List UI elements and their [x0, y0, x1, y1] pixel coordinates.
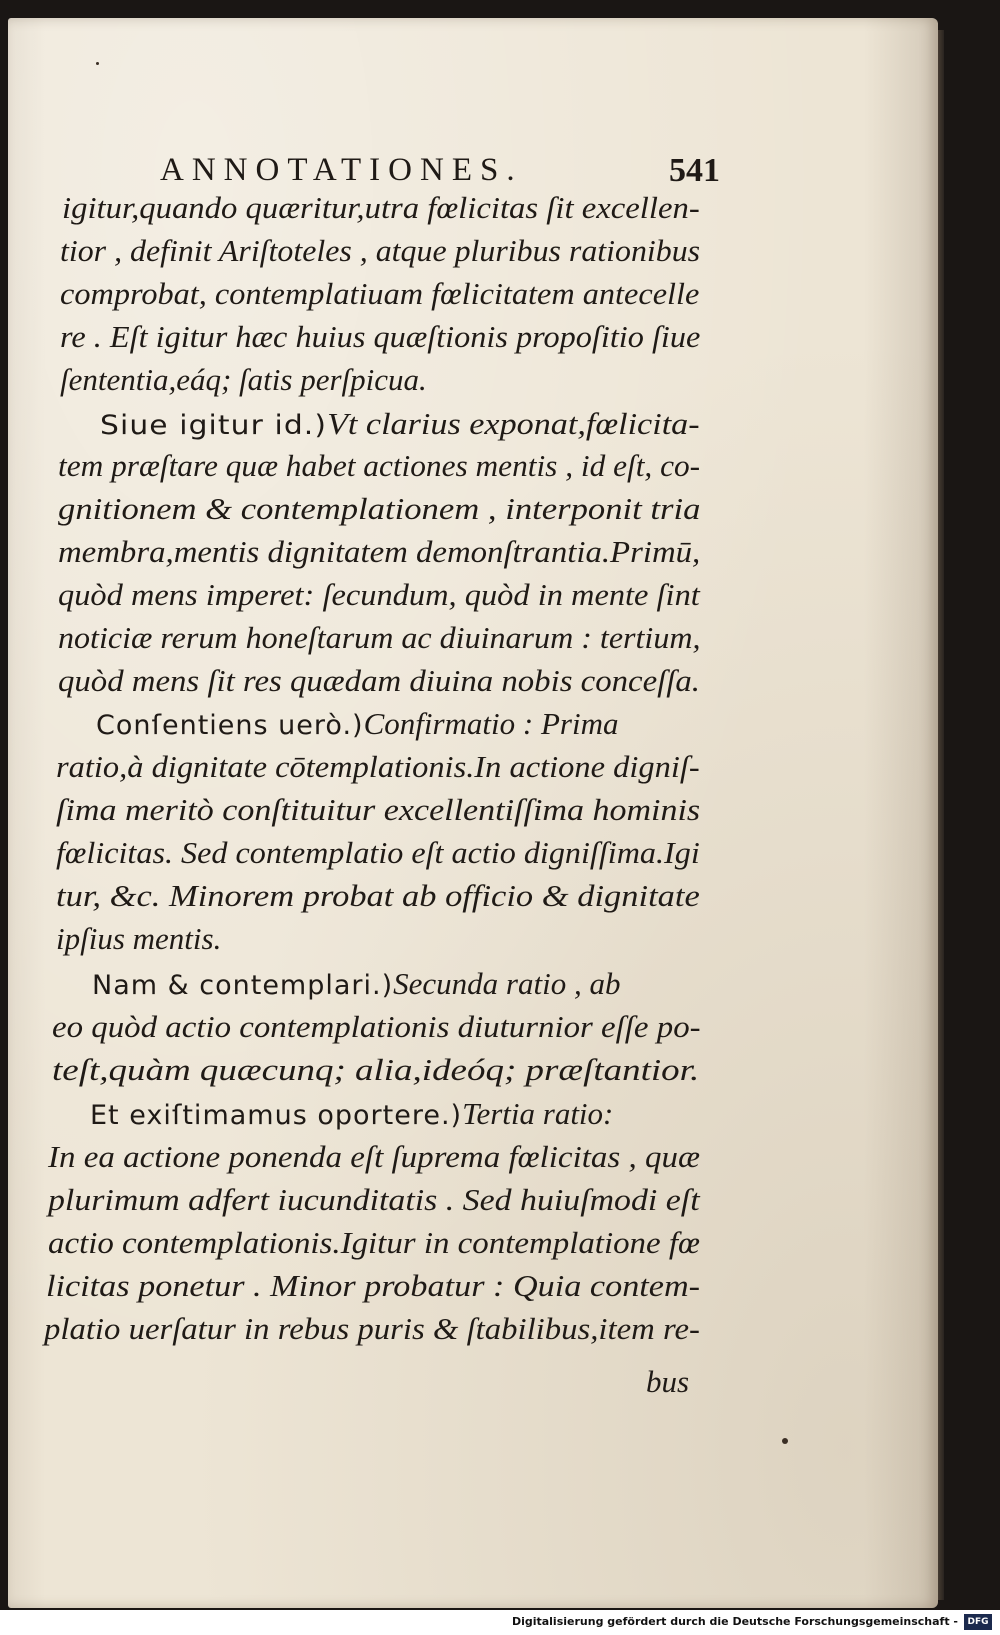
line-text: comprobat, contemplatiuam fœlicitatem antecelle	[60, 276, 700, 311]
text-line	[96, 704, 618, 746]
line-text: plurimum adfert iucunditatis . Sed huiuſmodi eſt	[48, 1182, 700, 1217]
text-line	[58, 661, 700, 701]
dfg-logo-icon: DFG	[964, 1614, 992, 1630]
line-text: tior , definit Ariſtoteles , atque pluribus rationibus	[60, 233, 701, 268]
text-line	[90, 1094, 613, 1136]
text-line	[62, 188, 700, 228]
text-line	[56, 747, 700, 787]
catchword	[646, 1362, 689, 1402]
line-text: Confirmatio : Prima	[363, 706, 619, 741]
text-line	[60, 231, 700, 271]
text-line	[58, 575, 700, 615]
text-line	[56, 876, 700, 916]
funding-credit: Digitalisierung gefördert durch die Deutsche Forschungsgemeinschaft -	[511, 1615, 958, 1628]
lemma: Nam & contemplari.)	[92, 970, 394, 1001]
text-line	[52, 1050, 699, 1090]
text-line	[60, 360, 427, 400]
text-line	[56, 790, 700, 830]
line-text: In ea actione ponenda eſt ſuprema fœlicitas , quæ	[48, 1139, 700, 1174]
line-text: ſima meritò conſtituitur excellentiſſima hominis	[56, 792, 701, 827]
text-line	[60, 317, 700, 357]
line-text: fœlicitas. Sed contemplatio eſt actio digniſſima.Igi	[56, 835, 700, 870]
ink-speck	[96, 62, 99, 65]
text-line	[48, 1180, 700, 1220]
text-line	[58, 532, 700, 572]
line-text: Vt clarius exponat,fœlicita-	[327, 406, 700, 441]
line-text: Secunda ratio , ab	[393, 966, 621, 1001]
text-line	[48, 1137, 700, 1177]
page-number: 541	[669, 152, 720, 189]
lemma: Conſentiens uerò.)	[96, 710, 364, 741]
lemma: Siue igitur id.)	[100, 410, 328, 441]
line-text: quòd mens ſit res quædam diuina nobis conceſſa.	[58, 663, 700, 698]
text-line	[56, 833, 700, 873]
line-text: Tertia ratio:	[462, 1096, 614, 1131]
line-text: tur, &c. Minorem probat ab officio & dignitate	[56, 878, 700, 913]
line-text: actio contemplationis.Igitur in contemplatione fœ	[48, 1225, 700, 1260]
catchword-text: bus	[646, 1364, 690, 1399]
line-text: igitur,quando quæritur,utra fœlicitas ſit excellen-	[62, 190, 700, 225]
text-line	[58, 446, 700, 486]
text-line	[58, 618, 701, 658]
text-line	[60, 274, 699, 314]
line-text: eo quòd actio contemplationis diuturnior eſſe po-	[52, 1009, 701, 1044]
line-text: quòd mens imperet: ſecundum, quòd in mente ſint	[58, 577, 700, 612]
line-text: ſententia,eáq; ſatis perſpicua.	[60, 362, 427, 397]
line-text: teſt,quàm quæcunq; alia,ideóq; præſtantior.	[52, 1052, 700, 1087]
text-line	[46, 1266, 700, 1306]
running-head: ANNOTATIONES.	[160, 152, 523, 188]
text-line	[48, 1223, 700, 1263]
text-line	[56, 919, 221, 959]
line-text: tem præſtare quæ habet actiones mentis , id eſt, co-	[58, 448, 701, 483]
text-line	[52, 1007, 701, 1047]
line-text: platio uerſatur in rebus puris & ſtabilibus,item re-	[44, 1311, 700, 1346]
line-text: membra,mentis dignitatem demonſtrantia.Primū,	[58, 534, 701, 569]
line-text: licitas ponetur . Minor probatur : Quia contem-	[46, 1268, 701, 1303]
line-text: ratio,à dignitate cōtemplationis.In actione digniſ-	[56, 749, 700, 784]
line-text: gnitionem & contemplationem , interponit tria	[58, 491, 701, 526]
ink-speck	[782, 1438, 788, 1444]
digitization-footer	[0, 1612, 1000, 1635]
lemma: Et exiſtimamus oportere.)	[90, 1100, 463, 1131]
text-line	[92, 964, 620, 1006]
text-line	[44, 1309, 700, 1349]
line-text: noticiæ rerum honeſtarum ac diuinarum : tertium,	[58, 620, 701, 655]
line-text: ipſius mentis.	[56, 921, 222, 956]
line-text: re . Eſt igitur hæc huius quæſtionis propoſitio ſiue	[60, 319, 701, 354]
text-line	[58, 489, 700, 529]
text-line	[100, 404, 700, 446]
